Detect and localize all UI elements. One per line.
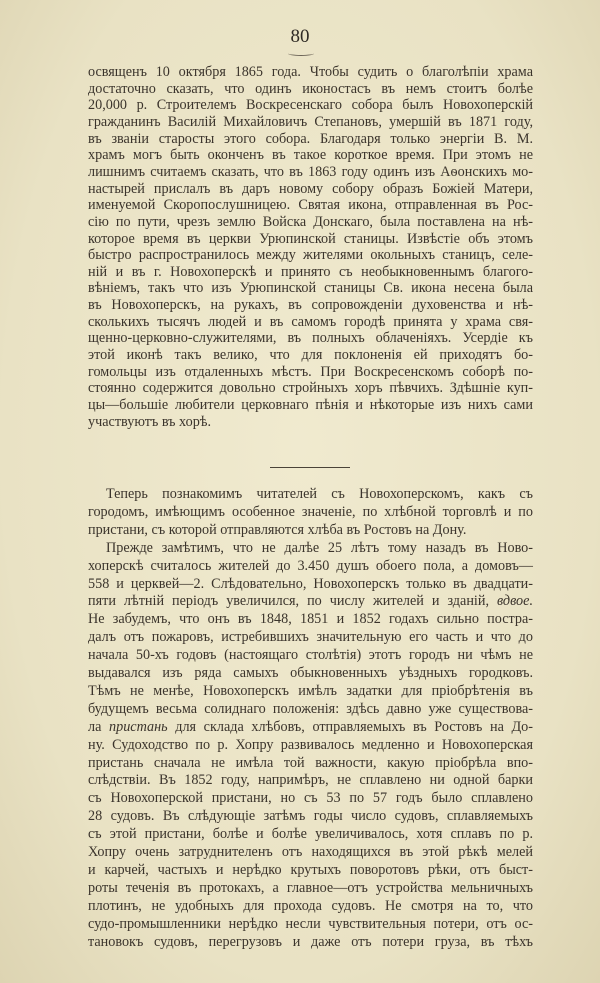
text-line: этой иконѣ такъ велико, что для поклоненія ей приходятъ бо- — [88, 347, 533, 364]
text-segment: Тѣмъ не менѣе, Новохоперскъ имѣлъ задатки для пріобрѣтенія въ — [88, 682, 533, 699]
text-segment: хоперскѣ считалось жителей до 3.450 душъ обоего пола, а домовъ— — [88, 557, 533, 574]
text-line: быстро распространилось между жителями окольныхъ станицъ, селе- — [88, 247, 533, 264]
page-number: 80 — [290, 26, 310, 47]
text-line: стоянно содержится довольно стройныхъ хоръ пѣвчихъ. Здѣшніе куп- — [88, 380, 533, 397]
text-line: сколькихъ тысячъ людей и въ самомъ городѣ принята у храма свя- — [88, 313, 533, 330]
text-segment: Хопру очень затруднителенъ отъ находящихся въ этой рѣкѣ мелей — [88, 844, 533, 860]
text-segment: пристань сначала не имѣла той важности, какую пріобрѣла впо- — [88, 754, 533, 771]
text-segment: плотинъ, не удобныхъ для прохода судовъ. Не смотря на то, что — [88, 897, 533, 914]
italic-emphasis: пристань — [109, 718, 168, 735]
text-segment: роты теченія въ протокахъ, а главное—отъ устройства мельничныхъ — [88, 879, 533, 896]
text-line — [88, 862, 533, 878]
text-line — [88, 898, 533, 914]
text-segment: для склада хлѣбовъ, отправляемыхъ въ Ростовъ на До- — [167, 718, 533, 735]
text-line — [106, 540, 533, 556]
text-line — [88, 916, 533, 932]
text-line — [88, 755, 533, 771]
text-segment: ну. Судоходство по р. Хопру развивалось медленно и Новохоперская — [88, 736, 533, 753]
text-line — [88, 790, 533, 806]
text-segment: пристани, съ которой отправляются хлѣба въ Ростовъ на Дону. — [88, 521, 467, 538]
text-line — [88, 701, 533, 717]
text-line — [88, 844, 533, 860]
text-line: освященъ 10 октября 1865 года. Чтобы судить о благолѣпіи храма — [88, 64, 533, 80]
text-line — [88, 611, 533, 627]
text-line — [88, 522, 533, 538]
text-line: въ званіи старосты этого собора. Благодаря только энергіи В. М. — [88, 130, 533, 147]
text-segment: съ этой пристани, болѣе и болѣе увеличивалось, хотя сплавъ по р. — [88, 826, 533, 843]
text-line — [88, 826, 533, 842]
text-line — [88, 504, 533, 520]
text-line: 20,000 р. Строителемъ Воскресенскаго собора былъ Новохоперскій — [88, 97, 533, 114]
text-segment: далъ отъ пожаровъ, истребившихъ значительную его часть и что до — [88, 629, 533, 646]
text-line: вѣніемъ, такъ что изъ Урюпинской станицы Св. икона несена была — [88, 280, 533, 297]
text-line: настырей прислалъ въ даръ новому собору образъ Божіей Матери, — [88, 180, 533, 197]
text-line — [88, 683, 533, 699]
text-segment: Теперь познакомимъ читателей съ Новохоперскомъ, какъ съ — [106, 486, 533, 502]
text-segment: слѣдствіи. Въ 1852 году, напримѣръ, не сплавлено ни одной барки — [88, 772, 533, 789]
text-segment: будущемъ весьма солиднаго положенія: здѣсь давно уже существова- — [88, 700, 533, 717]
text-segment: 558 и церквей—2. Слѣдовательно, Новохоперскъ только въ двадцати- — [88, 575, 533, 592]
text-line — [88, 880, 533, 896]
text-line — [88, 934, 533, 950]
text-segment: Прежде замѣтимъ, что не далѣе 25 лѣтъ тому назадъ въ Ново- — [106, 539, 533, 556]
text-segment: Не забудемъ, что онъ въ 1848, 1851 и 1852 годахъ сильно постра- — [88, 611, 533, 628]
text-line — [88, 719, 533, 735]
text-line — [88, 665, 533, 681]
page-number-ornament — [288, 51, 314, 56]
text-line — [88, 772, 533, 788]
text-segment: начала 50-хъ годовъ (настоящаго столѣтія) этотъ городъ ни чѣмъ не — [88, 647, 533, 664]
text-line: участвуютъ въ хорѣ. — [88, 413, 212, 430]
text-line: ній и въ г. Новохоперскѣ и принято съ необыкновеннымъ благого- — [88, 263, 533, 280]
text-line: щенно-церковно-служителями, въ полныхъ облаченіяхъ. Усердіе къ — [88, 330, 533, 347]
text-segment: ла — [88, 718, 110, 735]
text-segment: выдавался изъ ряда самыхъ обыкновенныхъ уѣздныхъ городковъ. — [88, 665, 533, 681]
text-segment: съ Новохоперской пристани, но съ 53 по 57 годъ было сплавлено — [88, 790, 533, 807]
text-line — [106, 486, 533, 502]
text-line — [88, 576, 533, 592]
text-line — [88, 593, 533, 609]
text-line — [88, 808, 533, 824]
text-line: которое время въ церкви Урюпинской станицы. Извѣстіе объ этомъ — [88, 230, 533, 247]
text-segment: пяти лѣтній періодъ увеличился, по числу жителей и зданій, — [88, 593, 498, 610]
text-line — [88, 629, 533, 645]
text-line: гомольцы изъ отдаленныхъ мѣстъ. При Воскресенскомъ соборѣ по- — [88, 363, 533, 380]
text-segment: тановокъ судовъ, перегрузовъ и даже отъ потери груза, въ тѣхъ — [88, 933, 533, 950]
text-line: храмъ могъ быть оконченъ въ такое короткое время. При этомъ не — [88, 147, 533, 164]
text-line: сію по пути, чрезъ землю Войска Донскаго, была поставлена на нѣ- — [88, 213, 533, 230]
section-divider — [270, 467, 350, 468]
text-line: гражданинъ Василій Михайловичъ Степановъ, умершій въ 1871 году, — [88, 113, 533, 130]
text-line: лишнимъ считаемъ сказать, что въ 1863 году одинъ изъ Аѳонскихъ мо- — [88, 163, 533, 180]
text-line: цы—большіе любители церковнаго пѣнія и нѣкоторые изъ нихъ сами — [88, 397, 533, 413]
text-line: достаточно сказать, что одинъ иконостасъ въ немъ стоитъ болѣе — [88, 80, 533, 97]
text-line — [88, 558, 533, 574]
text-segment: 28 судовъ. Въ слѣдующіе затѣмъ годы число судовъ, сплавляемыхъ — [88, 808, 533, 825]
text-line — [88, 647, 533, 663]
text-line: въ Новохоперскъ, на рукахъ, въ сопровожденіи духовенства и нѣ- — [88, 297, 533, 314]
text-segment: судо-промышленники нерѣдко несли чувствительныя потери, отъ ос- — [88, 915, 533, 932]
text-segment: городомъ, имѣющимъ особенное значеніе, по хлѣбной торговлѣ и по — [88, 503, 533, 520]
text-line: именуемой Скоропослушницею. Святая икона, отправленная въ Рос- — [88, 197, 533, 214]
italic-emphasis: вдвое. — [497, 593, 533, 610]
text-segment: и карчей, частыхъ и нерѣдко крутыхъ поворотовъ рѣки, отъ быст- — [88, 861, 533, 878]
text-line — [88, 737, 533, 753]
